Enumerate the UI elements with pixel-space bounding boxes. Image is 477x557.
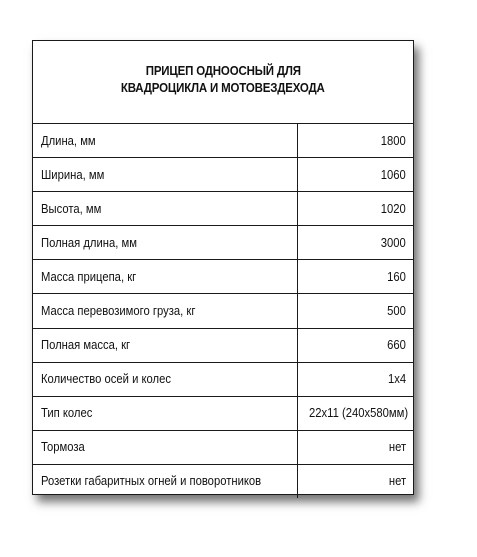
title-line-1: ПРИЦЕП ОДНООСНЫЙ ДЛЯ — [145, 64, 301, 78]
row-value: нет — [298, 464, 414, 498]
table-row — [33, 260, 413, 294]
row-label: Розетки габаритных огней и поворотников — [33, 464, 298, 498]
row-value: нет — [298, 430, 414, 464]
row-value: 22x11 (240x580мм) — [298, 396, 414, 430]
row-label: Масса прицепа, кг — [33, 260, 298, 294]
row-value: 1800 — [380, 133, 406, 148]
row-label: Ширина, мм — [33, 158, 298, 192]
table-row — [33, 124, 413, 158]
row-value: 3000 — [298, 226, 414, 260]
row-label: Полная масса, кг — [33, 328, 298, 362]
table-row — [33, 396, 413, 430]
row-value: 1060 — [298, 158, 414, 192]
spec-sheet — [32, 40, 414, 495]
spec-table — [33, 124, 413, 498]
row-value: 1x4 — [298, 362, 414, 396]
row-value: 1020 — [298, 192, 414, 226]
row-label: Количество осей и колес — [33, 362, 298, 396]
row-value: 160 — [298, 260, 414, 294]
table-row — [33, 294, 413, 328]
row-value: 500 — [298, 294, 414, 328]
table-row — [33, 192, 413, 226]
spec-header — [33, 41, 413, 124]
row-label: Полная длина, мм — [33, 226, 298, 260]
row-label: Масса перевозимого груза, кг — [33, 294, 298, 328]
row-label: Высота, мм — [33, 192, 298, 226]
title-line-2: КВАДРОЦИКЛА И МОТОВЕЗДЕХОДА — [121, 81, 325, 95]
row-value: 660 — [298, 328, 414, 362]
table-row — [33, 362, 413, 396]
row-label: Тип колес — [33, 396, 298, 430]
row-label: Длина, мм — [33, 124, 298, 158]
table-row — [33, 158, 413, 192]
table-row — [33, 430, 413, 464]
row-label: Тормоза — [33, 430, 298, 464]
table-row — [33, 328, 413, 362]
table-row — [33, 464, 413, 498]
table-row — [33, 226, 413, 260]
